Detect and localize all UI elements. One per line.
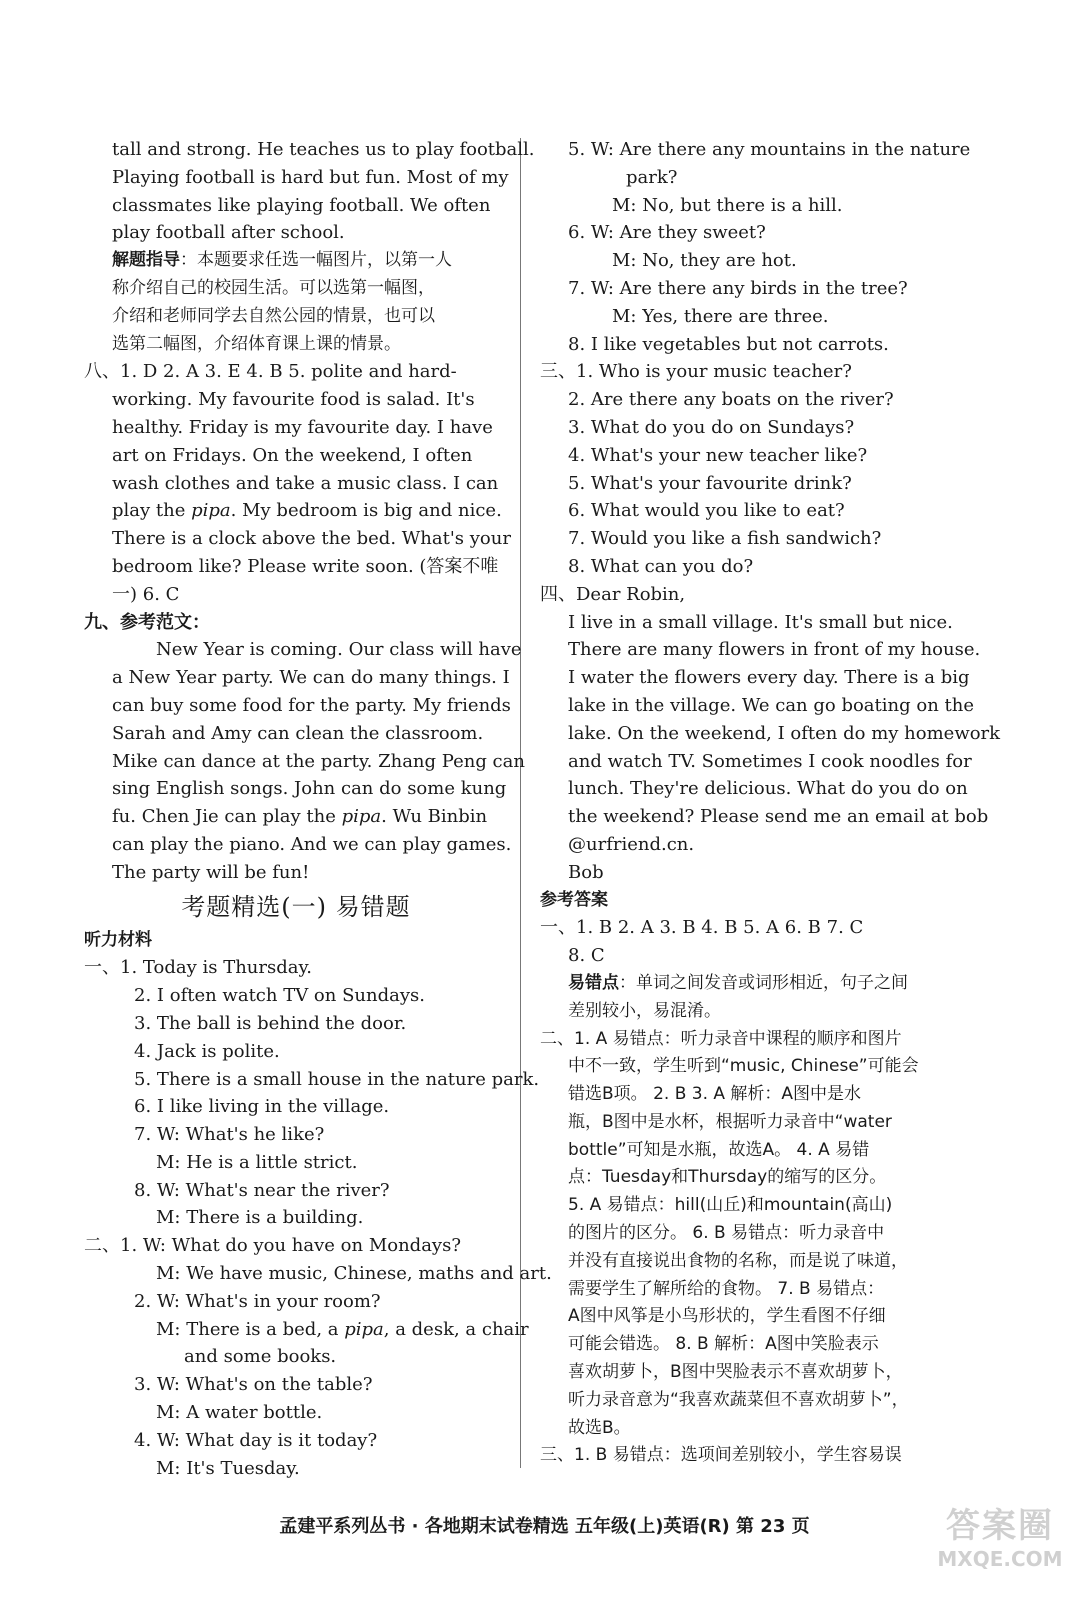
- dialog-line: M: Yes, there are three.: [612, 305, 829, 327]
- question-line: 6. What would you like to eat?: [568, 500, 845, 522]
- question-line: 三、1. Who is your music teacher?: [540, 361, 852, 383]
- listen-line: 8. W: What's near the river?: [134, 1179, 390, 1201]
- dialog-line: 5. W: Are there any mountains in the nature: [568, 139, 971, 160]
- listen-line: 7. W: What's he like?: [134, 1124, 325, 1146]
- answer-line: 三、1. B 易错点：选项间差别较小，学生容易误: [540, 1445, 902, 1466]
- answer-line: 需要学生了解所给的食物。 7. B 易错点：: [568, 1278, 885, 1299]
- essay-line: The party will be fun!: [112, 861, 310, 883]
- listen-line: M: A water bottle.: [156, 1402, 323, 1424]
- dialog-line: M: No, they are hot.: [612, 250, 797, 272]
- answer-line: 听力录音意为“我喜欢蔬菜但不喜欢胡萝卜”，: [568, 1389, 909, 1410]
- text-line: [84, 497, 508, 525]
- letter-line: lake in the village. We can go boating on the: [568, 694, 974, 716]
- letter-line: and watch TV. Sometimes I cook noodles for: [568, 750, 972, 772]
- text-line: healthy. Friday is my favourite day. I have: [112, 416, 493, 438]
- text-fragment: fu. Chen Jie can play the: [112, 806, 342, 828]
- essay-line: a New Year party. We can do many things. I: [112, 667, 510, 689]
- text-fragment: play the: [112, 500, 192, 522]
- text-fragment: M: There is a bed, a: [156, 1318, 345, 1340]
- text-line: There is a clock above the bed. What's your: [112, 528, 511, 550]
- guide-line: [84, 247, 508, 275]
- italic-word: pipa: [341, 806, 382, 828]
- answer-line: 故选B。: [568, 1417, 631, 1438]
- letter-signature: Bob: [568, 861, 604, 883]
- essay-line: sing English songs. John can do some kung: [112, 778, 507, 800]
- watermark-text: 答案圈: [946, 1506, 1054, 1546]
- section-8-heading: 八、1. D 2. A 3. E 4. B 5. polite and hard-: [84, 361, 457, 383]
- answer-line: 5. A 易错点：hill(山丘)和mountain(高山): [568, 1195, 893, 1216]
- italic-word: pipa: [191, 500, 231, 522]
- essay-line: can buy some food for the party. My friends: [112, 694, 511, 716]
- text-line: 一) 6. C: [112, 583, 180, 605]
- listen-line: and some books.: [184, 1346, 337, 1368]
- answer-line: 的图片的区分。 6. B 易错点：听力录音中: [568, 1223, 885, 1244]
- listen-line: [84, 1316, 529, 1344]
- question-line: 4. What's your new teacher like?: [568, 444, 868, 466]
- guide-text: ：本题要求任选一幅图片，以第一人: [180, 250, 452, 271]
- answer-line: A图中风筝是小鸟形状的，学生看图不仔细: [568, 1306, 886, 1327]
- answer-line: bottle”可知是水瓶，故选A。 4. A 易错: [568, 1139, 870, 1160]
- listen-line: 4. Jack is polite.: [134, 1040, 280, 1062]
- text-line: play football after school.: [112, 222, 345, 244]
- essay-line: New Year is coming. Our class will have: [156, 639, 522, 661]
- question-line: 2. Are there any boats on the river?: [568, 389, 894, 411]
- right-column: [540, 136, 1001, 1470]
- letter-line: the weekend? Please send me an email at bob: [568, 806, 989, 828]
- text-line: tall and strong. He teaches us to play football.: [112, 139, 535, 160]
- essay-line: [84, 803, 508, 831]
- text-line: art on Fridays. On the weekend, I often: [112, 444, 473, 466]
- listen-line: M: There is a building.: [156, 1207, 364, 1229]
- dialog-line: M: No, but there is a hill.: [612, 194, 843, 216]
- guide-line: 介绍和老师同学去自然公园的情景，也可以: [112, 305, 435, 326]
- text-fragment: ：单词之间发音或词形相近，句子之间: [619, 972, 908, 993]
- listen-line: 一、1. Today is Thursday.: [84, 957, 312, 979]
- text-fragment: . My bedroom is big and nice.: [230, 500, 502, 522]
- answer-line: 8. C: [568, 945, 605, 967]
- answer-line: 喜欢胡萝卜，B图中哭脸表示不喜欢胡萝卜，: [568, 1362, 903, 1383]
- text-line: Playing football is hard but fun. Most of my: [112, 166, 509, 188]
- question-line: 3. What do you do on Sundays?: [568, 416, 855, 438]
- answer-line: 中不一致，学生听到“music, Chinese”可能会: [568, 1056, 919, 1077]
- letter-line: lunch. They're delicious. What do you do on: [568, 778, 968, 800]
- answer-line: 并没有直接说出食物的名称，而是说了味道，: [568, 1250, 908, 1271]
- essay-line: Sarah and Amy can clean the classroom.: [112, 722, 484, 744]
- dialog-line: 6. W: Are they sweet?: [568, 222, 766, 244]
- answer-line: 二、1. A 易错点：听力录音中课程的顺序和图片: [540, 1028, 902, 1049]
- listen-line: M: He is a little strict.: [156, 1151, 358, 1173]
- text-line: working. My favourite food is salad. It's: [112, 389, 475, 411]
- dialog-line: park?: [626, 166, 678, 188]
- essay-line: can play the piano. And we can play games.: [112, 833, 512, 855]
- page-footer: 孟建平系列丛书 · 各地期末试卷精选 五年级(上)英语(R) 第 23 页: [279, 1516, 810, 1537]
- answers-label: 参考答案: [540, 889, 608, 910]
- letter-line: I live in a small village. It's small but nice.: [568, 611, 953, 633]
- answer-line: 可能会错选。 8. B 解析：A图中笑脸表示: [568, 1334, 879, 1355]
- letter-line: lake. On the weekend, I often do my homework: [568, 722, 1001, 744]
- question-line: 7. Would you like a fish sandwich?: [568, 528, 882, 550]
- dialog-line: 8. I like vegetables but not carrots.: [568, 333, 889, 355]
- letter-line: There are many flowers in front of my house.: [568, 639, 981, 661]
- listen-line: M: We have music, Chinese, maths and art.: [156, 1263, 552, 1285]
- listen-line: 3. W: What's on the table?: [134, 1374, 373, 1396]
- text-line: classmates like playing football. We often: [112, 194, 491, 216]
- answer-line: 一、1. B 2. A 3. B 4. B 5. A 6. B 7. C: [540, 917, 864, 939]
- text-fragment: , a desk, a chair: [383, 1318, 529, 1340]
- listening-label: 听力材料: [84, 929, 152, 950]
- watermark-logo: [925, 1498, 1075, 1592]
- letter-line: I water the flowers every day. There is a big: [568, 667, 970, 689]
- essay-line: Mike can dance at the party. Zhang Peng can: [112, 750, 525, 772]
- listen-line: 2. W: What's in your room?: [134, 1290, 381, 1312]
- section-9-heading: 九、参考范文：: [84, 611, 210, 633]
- listen-line: 2. I often watch TV on Sundays.: [134, 985, 425, 1007]
- text-line: wash clothes and take a music class. I can: [112, 472, 499, 494]
- text-fragment: . Wu Binbin: [381, 806, 488, 828]
- answer-line: [540, 970, 964, 998]
- listen-line: 5. There is a small house in the nature park.: [134, 1068, 540, 1090]
- listen-line: 6. I like living in the village.: [134, 1096, 390, 1118]
- question-line: 8. What can you do?: [568, 555, 754, 577]
- answer-line: 瓶，B图中是水杯，根据听力录音中“water: [568, 1111, 892, 1132]
- text-line: bedroom like? Please write soon. (答案不唯: [112, 555, 499, 577]
- watermark-url: MXQE.COM: [937, 1547, 1063, 1571]
- section-title: 考题精选(一) 易错题: [181, 892, 411, 921]
- guide-label: 解题指导: [112, 250, 180, 271]
- letter-greeting: 四、Dear Robin,: [540, 583, 686, 605]
- question-line: 5. What's your favourite drink?: [568, 472, 852, 494]
- listen-line: 二、1. W: What do you have on Mondays?: [84, 1235, 461, 1257]
- listen-line: 3. The ball is behind the door.: [134, 1012, 407, 1034]
- italic-word: pipa: [344, 1318, 384, 1340]
- dialog-line: 7. W: Are there any birds in the tree?: [568, 277, 908, 299]
- answer-line: 错选B项。 2. B 3. A 解析：A图中是水: [568, 1084, 862, 1105]
- letter-line: @urfriend.cn.: [568, 833, 695, 855]
- guide-line: 选第二幅图，介绍体育课上课的情景。: [112, 333, 401, 354]
- listen-line: 4. W: What day is it today?: [134, 1429, 378, 1451]
- guide-line: 称介绍自己的校园生活。可以选第一幅图，: [112, 277, 435, 298]
- listen-line: M: It's Tuesday.: [156, 1457, 300, 1479]
- left-column: [84, 136, 552, 1482]
- answer-line: 点：Tuesday和Thursday的缩写的区分。: [568, 1167, 887, 1188]
- answer-line: 差别较小，易混淆。: [568, 1000, 721, 1021]
- error-label: 易错点: [568, 972, 619, 993]
